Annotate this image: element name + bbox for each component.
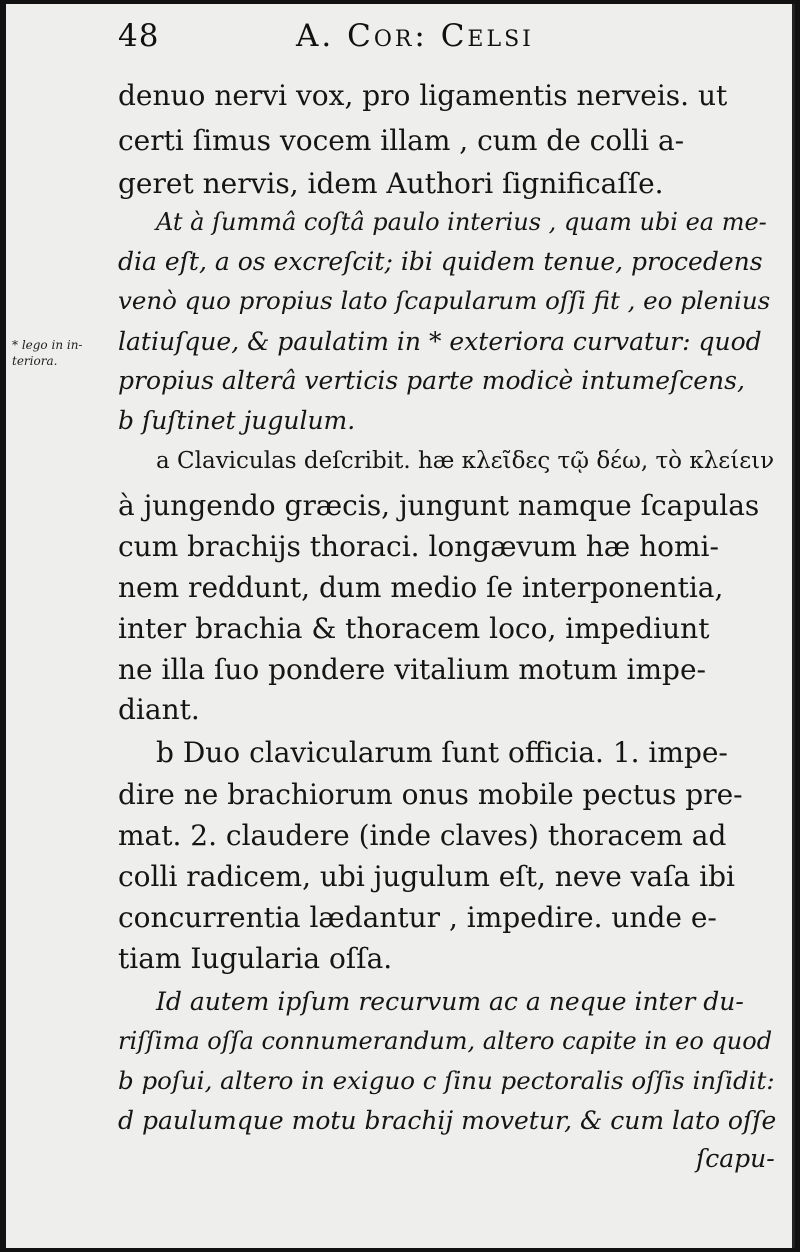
text-line: dia eſt, a os excreſcit; ibi quidem tenue, procedens [118, 247, 763, 276]
text-line: b Duo clavicularum ſunt officia. 1. impe- [156, 736, 728, 769]
margin-note-line: teriora. [12, 354, 58, 368]
text-line: certi ſimus vocem illam , cum de colli a- [118, 124, 685, 157]
text-line: a Claviculas deſcribit. hæ κλεῖδες τῷ δέω, τὸ κλείειν [156, 448, 775, 474]
text-line: ne illa ſuo pondere vitalium motum impe- [118, 653, 706, 686]
text-line: riſſima oſſa connumerandum, altero capite in eo quod [118, 1027, 773, 1055]
text-line: venò quo propius lato ſcapularum oſſi fit , eo plenius [118, 286, 771, 315]
running-title: A. Cor: Celsi [296, 18, 534, 54]
text-line: inter brachia & thoracem loco, impediunt [118, 612, 710, 645]
catchword: ſcapu- [696, 1144, 775, 1173]
text-line: Id autem ipſum recurvum ac a neque inter du- [156, 987, 744, 1016]
text-line: à jungendo græcis, jungunt namque ſcapulas [118, 489, 760, 522]
text-line: colli radicem, ubi jugulum eſt, neve vaſa ibi [118, 860, 735, 893]
text-line: d paulumque motu brachij movetur, & cum lato oſſe [118, 1106, 777, 1135]
text-line: cum brachijs thoraci. longævum hæ homi- [118, 530, 719, 563]
text-line: tiam Iugularia oſſa. [118, 942, 393, 975]
book-page [6, 4, 795, 1248]
text-line: propius alterâ verticis parte modicè intumeſcens, [118, 366, 745, 395]
text-line: mat. 2. claudere (inde claves) thoracem ad [118, 819, 727, 852]
text-line: denuo nervi vox, pro ligamentis nerveis. ut [118, 79, 728, 112]
text-line: concurrentia lædantur , impedire. unde e- [118, 901, 717, 934]
text-line: nem reddunt, dum medio ſe interponentia, [118, 571, 724, 604]
text-line: latiuſque, & paulatim in * exteriora curvatur: quod [118, 327, 762, 356]
text-line: b ſuſtinet jugulum. [118, 406, 356, 435]
text-line: dire ne brachiorum onus mobile pectus pre- [118, 778, 743, 811]
text-line: diant. [118, 693, 200, 726]
margin-note-line: * lego in in- [12, 338, 83, 352]
text-line: b poſui, altero in exiguo c ſinu pectoralis oſſis inſidit: [118, 1066, 775, 1095]
page-number: 48 [118, 18, 160, 54]
text-line: At à ſummâ coſtâ paulo interius , quam ubi ea me- [156, 208, 767, 236]
text-line: geret nervis, idem Authori ſignificaſſe. [118, 167, 664, 200]
